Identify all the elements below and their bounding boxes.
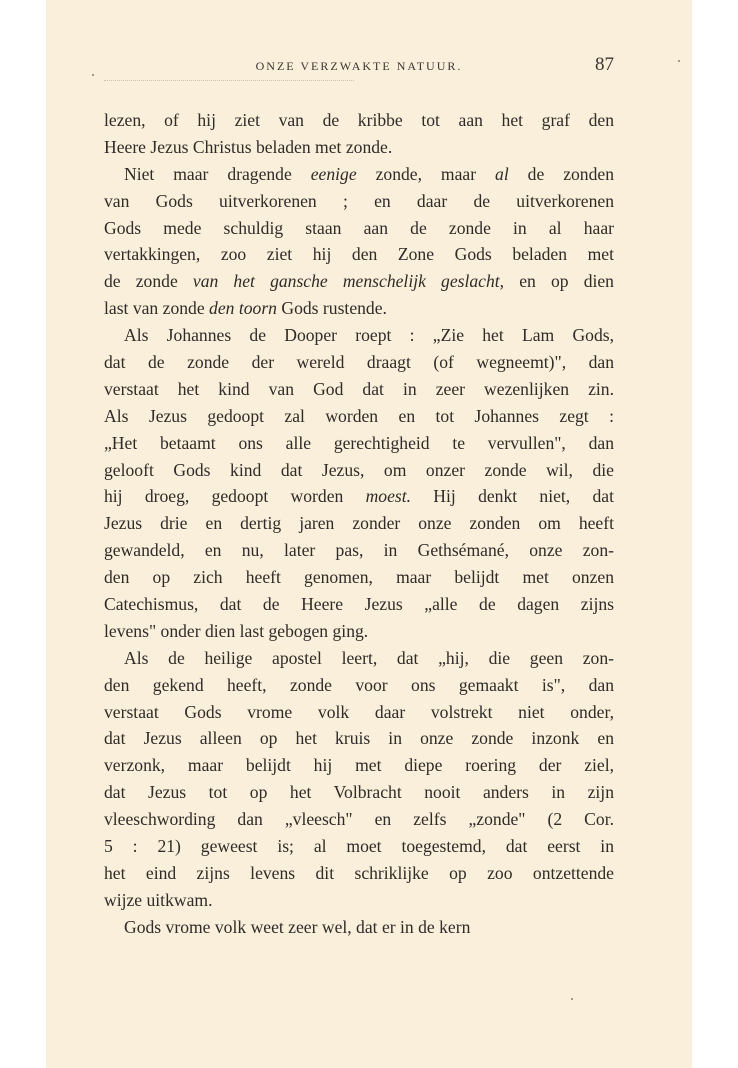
text-line bbox=[104, 161, 614, 188]
text-segment: Heere Jezus Christus beladen met zonde. bbox=[104, 136, 393, 157]
italic-text: al bbox=[495, 163, 509, 184]
text-line bbox=[104, 564, 614, 591]
text-line bbox=[104, 322, 614, 349]
text-line bbox=[104, 752, 614, 779]
text-segment: Catechismus, dat de Heere Jezus „alle de dagen zijns bbox=[104, 594, 614, 615]
text-segment: gelooft Gods kind dat Jezus, om onzer zonde wil, die bbox=[104, 459, 614, 480]
page-number: 87 bbox=[595, 54, 614, 75]
text-segment: dat de zonde der wereld draagt (of wegneemt)", dan bbox=[104, 352, 614, 373]
text-line bbox=[104, 779, 614, 806]
text-segment: den op zich heeft genomen, maar belijdt met onzen bbox=[104, 567, 614, 588]
text-segment: dat Jezus tot op het Volbracht nooit anders in zijn bbox=[104, 782, 614, 803]
text-segment: Gods mede schuldig staan aan de zonde in al haar bbox=[104, 217, 614, 238]
text-line bbox=[104, 349, 614, 376]
speck bbox=[678, 60, 680, 62]
text-segment: verstaat het kind van God dat in zeer wezenlijken zin. bbox=[104, 378, 614, 399]
text-line bbox=[104, 510, 614, 537]
text-segment: het eind zijns levens dit schriklijke op zoo ontzettende bbox=[104, 862, 614, 883]
text-segment: verzonk, maar belijdt hij met diepe roering der ziel, bbox=[104, 755, 614, 776]
text-line bbox=[104, 537, 614, 564]
text-segment: Jezus drie en dertig jaren zonder onze zonden om heeft bbox=[104, 513, 614, 534]
text-line bbox=[104, 107, 614, 134]
text-segment: Als de heilige apostel leert, dat „hij, die geen zon- bbox=[124, 647, 614, 668]
text-segment: van Gods uitverkorenen ; en daar de uitverkorenen bbox=[104, 190, 614, 211]
italic-text: van het gansche menschelijk geslacht, bbox=[192, 271, 505, 292]
text-segment: Gods vrome volk weet zeer wel, dat er in de kern bbox=[124, 916, 471, 937]
text-line bbox=[104, 699, 614, 726]
text-line bbox=[104, 725, 614, 752]
text-line bbox=[104, 806, 614, 833]
text-segment: Als Jezus gedoopt zal worden en tot Johannes zegt : bbox=[104, 405, 614, 426]
text-segment: lezen, of hij ziet van de kribbe tot aan het graf den bbox=[104, 110, 614, 130]
text-line bbox=[104, 833, 614, 860]
text-segment: levens" onder dien last gebogen ging. bbox=[104, 620, 369, 641]
text-segment: hij droeg, gedoopt worden bbox=[104, 486, 366, 507]
text-segment: 5 : 21) geweest is; al moet toegestemd, dat eerst in bbox=[104, 836, 614, 857]
text-segment: Hij denkt niet, dat bbox=[411, 486, 614, 507]
text-segment: Niet maar dragende bbox=[124, 163, 311, 184]
text-segment: zonde, maar bbox=[356, 163, 496, 184]
text-segment: dat Jezus alleen op het kruis in onze zonde inzonk en bbox=[104, 728, 614, 749]
text-line bbox=[104, 914, 614, 941]
header-rule bbox=[104, 80, 354, 81]
italic-text: eenige bbox=[310, 163, 357, 184]
text-line bbox=[104, 134, 614, 161]
speck bbox=[92, 74, 94, 76]
italic-text: moest. bbox=[365, 486, 412, 507]
text-line bbox=[104, 188, 614, 215]
text-segment: de zonde bbox=[104, 271, 193, 292]
text-line bbox=[104, 887, 614, 914]
text-line bbox=[104, 618, 614, 645]
text-segment: „Het betaamt ons alle gerechtigheid te vervullen", dan bbox=[104, 432, 614, 453]
text-line bbox=[104, 268, 614, 295]
text-segment: wijze uitkwam. bbox=[104, 889, 213, 910]
text-segment: Gods rustende. bbox=[276, 298, 387, 319]
speck bbox=[571, 998, 573, 1000]
text-line bbox=[104, 376, 614, 403]
text-line bbox=[104, 672, 614, 699]
text-segment: vertakkingen, zoo ziet hij den Zone Gods beladen met bbox=[104, 244, 614, 265]
text-line bbox=[104, 457, 614, 484]
text-segment: vleeschwording dan „vleesch" en zelfs „zonde" (2 Cor. bbox=[104, 809, 614, 830]
text-line bbox=[104, 591, 614, 618]
text-segment: den gekend heeft, zonde voor ons gemaakt is", dan bbox=[104, 674, 614, 695]
text-line bbox=[104, 241, 614, 268]
text-segment: en op dien bbox=[504, 271, 614, 292]
italic-text: den toorn bbox=[209, 298, 277, 319]
text-segment: verstaat Gods vrome volk daar volstrekt niet onder, bbox=[104, 701, 614, 722]
text-segment: gewandeld, en nu, later pas, in Gethsémané, onze zon- bbox=[104, 540, 614, 561]
text-line bbox=[104, 860, 614, 887]
page-header bbox=[104, 56, 614, 78]
text-line bbox=[104, 295, 614, 322]
text-segment: last van zonde bbox=[104, 298, 210, 319]
text-segment: Als Johannes de Dooper roept : „Zie het Lam Gods, bbox=[124, 325, 614, 346]
text-line bbox=[104, 483, 614, 510]
text-line bbox=[104, 430, 614, 457]
text-line bbox=[104, 215, 614, 242]
running-title: ONZE VERZWAKTE NATUUR. bbox=[255, 59, 463, 73]
text-line bbox=[104, 645, 614, 672]
body-text bbox=[104, 107, 614, 941]
text-segment: de zonden bbox=[508, 163, 614, 184]
text-line bbox=[104, 403, 614, 430]
